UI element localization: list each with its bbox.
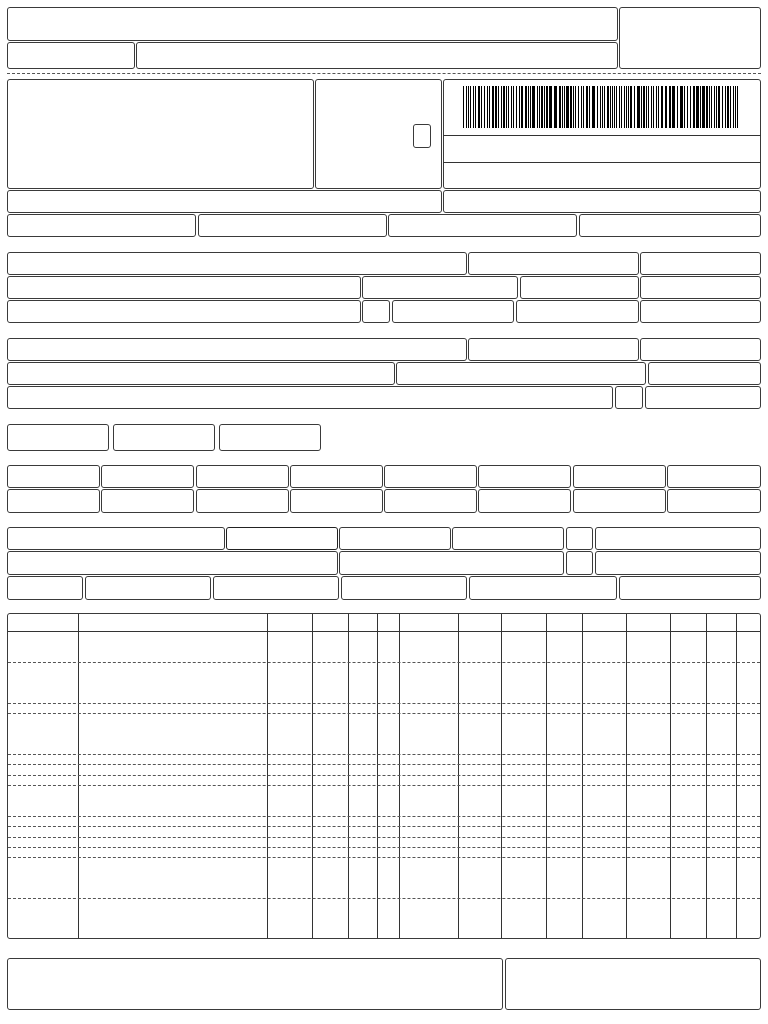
barcode-bar <box>537 86 538 128</box>
barcode-bar <box>661 86 663 128</box>
barcode-bar <box>562 86 563 128</box>
barcode-bar <box>658 86 659 128</box>
operation-nature-box <box>7 190 442 213</box>
barcode-bar <box>481 86 482 128</box>
barcode-bar <box>634 86 635 128</box>
barcode-bar <box>630 86 632 128</box>
barcode-bar <box>677 86 678 128</box>
barcode-bar <box>610 86 611 128</box>
table-row-divider <box>8 847 760 848</box>
barcode-bar <box>653 86 654 128</box>
barcode-bar <box>495 86 497 128</box>
barcode-bar <box>489 86 490 128</box>
volume-qty-box <box>7 576 83 600</box>
barcode-bar <box>513 86 514 128</box>
vehicle-plate-box <box>452 527 564 550</box>
barcode-bar <box>566 86 569 128</box>
table-row-divider <box>8 898 760 899</box>
barcode-bar <box>709 86 710 128</box>
barcode-bar <box>503 86 505 128</box>
barcode-bar <box>646 86 647 128</box>
barcode-bar <box>648 86 649 128</box>
barcode-bar <box>539 86 540 128</box>
carrier-address-box <box>7 551 338 575</box>
pickup-phone-box <box>645 386 761 409</box>
barcode-bar <box>525 86 527 128</box>
barcode-bar <box>614 86 615 128</box>
barcode-bar <box>597 86 598 128</box>
recipient-ie-box <box>516 300 639 323</box>
recipient-phone-box <box>392 300 514 323</box>
barcode-bar <box>624 86 625 128</box>
pickup-city-box <box>7 386 613 409</box>
barcode-bar <box>730 86 731 128</box>
barcode-bar <box>651 86 652 128</box>
carrier-name-box <box>7 527 225 550</box>
recipient-name-box <box>7 252 467 275</box>
barcode-bar <box>541 86 543 128</box>
tax-cell-2-6 <box>478 489 571 513</box>
barcode-bar <box>693 86 695 128</box>
barcode-bar <box>532 86 535 128</box>
barcode-graphic <box>463 86 739 128</box>
emission-date-box <box>640 252 761 275</box>
extra-id-box <box>579 214 761 237</box>
gross-weight-box <box>469 576 617 600</box>
barcode-bar <box>727 86 729 128</box>
carrier-city-box <box>339 551 564 575</box>
table-row-divider <box>8 703 760 704</box>
freight-mode-box <box>226 527 338 550</box>
recipient-cnpj-box <box>468 252 639 275</box>
entry-exit-checkbox <box>413 124 431 148</box>
carrier-cnpj-box <box>595 527 761 550</box>
items-table <box>7 613 761 939</box>
table-row-divider <box>8 837 760 838</box>
barcode-bar <box>506 86 507 128</box>
barcode-bar <box>722 86 723 128</box>
barcode-bar <box>637 86 640 128</box>
barcode-bar <box>607 86 609 128</box>
barcode-bar <box>468 86 469 128</box>
barcode-bar <box>519 86 520 128</box>
barcode-bar <box>487 86 488 128</box>
barcode-bar <box>530 86 531 128</box>
barcode-bar <box>528 86 529 128</box>
barcode-bar <box>718 86 720 128</box>
table-row-divider <box>8 816 760 817</box>
tax-cell-1-7 <box>573 465 666 488</box>
barcode-bar <box>735 86 736 128</box>
vehicle-uf-box <box>566 527 593 550</box>
carrier-ie-box <box>595 551 761 575</box>
barcode-bar <box>592 86 595 128</box>
carrier-uf-box <box>566 551 593 575</box>
issuer-box <box>7 79 314 189</box>
receipt-number-box <box>619 7 761 69</box>
barcode-bar <box>604 86 605 128</box>
protocol-box <box>443 190 761 213</box>
barcode-bar <box>473 86 474 128</box>
tax-cell-1-1 <box>7 465 100 488</box>
pickup-zip-box <box>648 362 761 385</box>
barcode-bar <box>578 86 579 128</box>
additional-info-box <box>7 958 503 1010</box>
pickup-cnpj-box <box>468 338 639 361</box>
barcode-bar <box>680 86 683 128</box>
barcode-bar <box>669 86 671 128</box>
pickup-district-box <box>396 362 646 385</box>
receipt-cut-line <box>7 73 761 74</box>
receipt-date-box <box>7 42 135 69</box>
barcode-bar <box>672 86 675 128</box>
barcode-bar <box>470 86 471 128</box>
barcode-bar <box>711 86 712 128</box>
barcode-bar <box>690 86 691 128</box>
volume-species-box <box>85 576 211 600</box>
table-row-divider <box>8 713 760 714</box>
tax-cell-1-2 <box>101 465 194 488</box>
barcode-bar <box>619 86 620 128</box>
barcode-bar <box>706 86 708 128</box>
tax-cell-1-5 <box>384 465 477 488</box>
barcode-bar <box>511 86 512 128</box>
barcode-bar <box>714 86 715 128</box>
recipient-zip-box <box>520 276 639 299</box>
barcode-bar <box>600 86 601 128</box>
barcode-bar <box>516 86 517 128</box>
barcode-bar <box>616 86 617 128</box>
pickup-name-box <box>7 338 467 361</box>
tax-cell-2-7 <box>573 489 666 513</box>
barcode-bar <box>643 86 645 128</box>
barcode-bar <box>581 86 582 128</box>
barcode-bar <box>583 86 584 128</box>
volume-brand-box <box>213 576 339 600</box>
barcode-bar <box>589 86 590 128</box>
barcode-bar <box>475 86 476 128</box>
table-header-divider <box>8 631 760 632</box>
barcode-bar <box>733 86 734 128</box>
barcode-bar <box>570 86 572 128</box>
state-registration-box <box>7 214 196 237</box>
consult-divider <box>443 162 761 163</box>
tax-cell-2-8 <box>667 489 761 513</box>
barcode-bar <box>626 86 627 128</box>
tax-cell-1-4 <box>290 465 383 488</box>
duplicate-box-2 <box>113 424 215 451</box>
barcode-bar <box>687 86 688 128</box>
recipient-address-box <box>7 276 361 299</box>
table-row-divider <box>8 775 760 776</box>
receipt-main-box <box>7 7 618 41</box>
barcode-bar <box>564 86 565 128</box>
barcode-bar <box>656 86 657 128</box>
barcode-bar <box>484 86 485 128</box>
duplicate-box-1 <box>7 424 109 451</box>
barcode-bar <box>478 86 480 128</box>
receipt-signature-box <box>136 42 618 69</box>
barcode-bar <box>696 86 699 128</box>
fisco-reserved-box <box>505 958 761 1010</box>
barcode-bar <box>463 86 464 128</box>
tax-cell-1-6 <box>478 465 571 488</box>
barcode-bar <box>549 86 552 128</box>
barcode-bar <box>498 86 499 128</box>
duplicate-box-3 <box>219 424 321 451</box>
barcode-bar <box>559 86 561 128</box>
barcode-bar <box>621 86 622 128</box>
barcode-bar <box>573 86 574 128</box>
barcode-bar <box>641 86 642 128</box>
barcode-bar <box>544 86 545 128</box>
barcode-bar <box>737 86 738 128</box>
barcode-bar <box>702 86 705 128</box>
barcode-bar <box>546 86 548 128</box>
table-row-divider <box>8 662 760 663</box>
barcode-bar <box>575 86 576 128</box>
pickup-uf-box <box>615 386 643 409</box>
tax-cell-2-2 <box>101 489 194 513</box>
table-row-divider <box>8 857 760 858</box>
barcode-bar <box>628 86 629 128</box>
cnpj-box <box>388 214 577 237</box>
volume-number-box <box>341 576 467 600</box>
barcode-bar <box>508 86 509 128</box>
tax-cell-2-4 <box>290 489 383 513</box>
state-registration-st-box <box>198 214 387 237</box>
antt-code-box <box>339 527 451 550</box>
tax-cell-1-8 <box>667 465 761 488</box>
barcode-bar <box>684 86 685 128</box>
barcode-bar <box>521 86 523 128</box>
exit-date-box <box>640 276 761 299</box>
barcode-bar <box>700 86 701 128</box>
tax-cell-2-3 <box>196 489 289 513</box>
barcode-bar <box>665 86 667 128</box>
barcode-bar <box>466 86 467 128</box>
access-key-divider <box>443 135 761 136</box>
barcode-bar <box>612 86 613 128</box>
table-row-divider <box>8 785 760 786</box>
barcode-bar <box>725 86 726 128</box>
table-row-divider <box>8 754 760 755</box>
tax-cell-2-5 <box>384 489 477 513</box>
tax-cell-2-1 <box>7 489 100 513</box>
pickup-address-box <box>7 362 395 385</box>
recipient-district-box <box>362 276 518 299</box>
barcode-bar <box>554 86 557 128</box>
recipient-city-box <box>7 300 361 323</box>
tax-cell-1-3 <box>196 465 289 488</box>
exit-time-box <box>640 300 761 323</box>
barcode-bar <box>586 86 588 128</box>
table-row-divider <box>8 826 760 827</box>
barcode-bar <box>716 86 717 128</box>
barcode-bar <box>602 86 603 128</box>
recipient-uf-box <box>362 300 390 323</box>
barcode-bar <box>492 86 494 128</box>
table-row-divider <box>8 764 760 765</box>
barcode-bar <box>501 86 502 128</box>
pickup-ie-box <box>640 338 761 361</box>
net-weight-box <box>619 576 761 600</box>
